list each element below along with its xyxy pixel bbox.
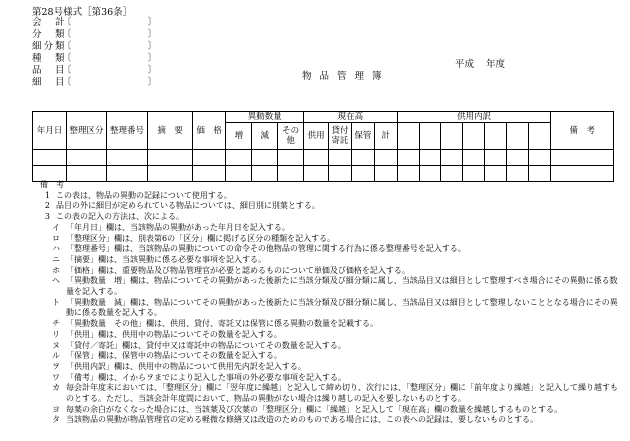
col-summary: 摘 要 xyxy=(148,112,193,150)
cell[interactable] xyxy=(506,150,528,166)
field-label: 品 目 xyxy=(32,65,67,76)
account-field xyxy=(32,17,158,29)
usage-cell xyxy=(506,123,528,150)
note-key: ハ xyxy=(52,244,60,254)
note-item xyxy=(32,201,622,212)
note-item xyxy=(32,191,622,202)
note-item xyxy=(32,255,622,266)
note-text: 「備考」欄は、イからヲまでにより記入した事項の外必要な事項を記入する。 xyxy=(66,372,346,382)
ledger-table xyxy=(32,111,614,182)
note-key: タ xyxy=(52,415,60,425)
col-price: 価 格 xyxy=(193,112,226,150)
usage-cell xyxy=(397,123,419,150)
note-key: リ xyxy=(52,329,60,339)
header-row-1 xyxy=(33,112,614,123)
cell[interactable] xyxy=(304,150,329,166)
cell[interactable] xyxy=(252,150,278,166)
note-item xyxy=(32,234,622,245)
note-item xyxy=(32,319,622,330)
note-item xyxy=(32,330,622,341)
col-increase: 増 xyxy=(226,123,252,150)
note-key: ヲ xyxy=(52,361,60,371)
col-remarks: 備 考 xyxy=(551,112,614,150)
col-category-no: 整理区分 xyxy=(67,112,106,150)
note-item xyxy=(32,298,622,319)
note-text: 「供用内訳」欄は、供用中の物品について供用先内訳を記入する。 xyxy=(66,361,306,371)
note-key: ヌ xyxy=(52,340,60,350)
note-key: ロ xyxy=(52,233,60,243)
item-field xyxy=(32,65,158,77)
note-item xyxy=(32,362,622,373)
cell[interactable] xyxy=(463,150,485,166)
note-key: ト xyxy=(52,297,60,307)
cell[interactable] xyxy=(67,150,106,166)
note-key: チ xyxy=(52,319,60,329)
cell[interactable] xyxy=(148,150,193,166)
note-key: 3 xyxy=(44,212,50,222)
cell[interactable] xyxy=(484,150,506,166)
year-label: 年度 xyxy=(486,59,506,70)
note-text: 「価格」欄は、重要物品及び物品管理官が必要と認めるものについて単価及び価格を記入する。 xyxy=(66,265,410,275)
note-text: 当該物品の異動が物品管理官の定める軽微な修繕又は改造のためのものである場合には、この表への記録は、要しないものとする。 xyxy=(66,415,538,425)
field-bracket[interactable]: 〔 〕 xyxy=(62,17,158,28)
usage-cell xyxy=(528,123,551,150)
col-usage-detail: 供用内訳 xyxy=(397,112,551,123)
col-storage: 保管 xyxy=(351,123,374,150)
cell[interactable] xyxy=(106,150,148,166)
cell[interactable] xyxy=(397,150,419,166)
note-text: 「異動数量 減」欄は、物品についてその異動があった後新たに当該分類及び細分類に属し、当該品目又は細目として整理しないこととなる場合にその異動に係る数量を記入する。 xyxy=(66,297,618,318)
note-item xyxy=(32,351,622,362)
field-bracket[interactable]: 〔 〕 xyxy=(62,53,158,64)
field-label: 分 類 xyxy=(32,29,67,40)
note-text: この表は、物品の異動の記録について使用する。 xyxy=(56,190,232,200)
note-text: 「摘要」欄は、当該異動に係る必要な事項を記入する。 xyxy=(66,254,266,264)
note-item xyxy=(32,415,622,426)
subcategory-field xyxy=(32,41,158,53)
field-label: 会 計 xyxy=(32,17,67,28)
loan-label: 貸付 xyxy=(331,126,349,136)
cell[interactable] xyxy=(329,150,352,166)
type-field xyxy=(32,53,158,65)
note-key: ニ xyxy=(52,254,60,264)
note-item xyxy=(32,405,622,416)
note-item xyxy=(32,373,622,384)
cell[interactable] xyxy=(374,150,397,166)
cell[interactable] xyxy=(419,150,441,166)
cell[interactable] xyxy=(33,150,67,166)
col-loan-deposit xyxy=(329,123,352,150)
note-item xyxy=(32,244,622,255)
note-text: 「整理区分」欄は、別表第6の「区分」欄に掲げる区分の種類を記入する。 xyxy=(66,233,336,243)
page-title: 物品管理簿 xyxy=(302,71,390,82)
era-label: 平成 xyxy=(455,59,475,70)
cell[interactable] xyxy=(551,150,614,166)
field-bracket[interactable]: 〔 〕 xyxy=(62,41,158,52)
note-text: 「年月日」欄は、当該物品の異動があった年月日を記入する。 xyxy=(66,222,290,232)
usage-cell xyxy=(419,123,441,150)
cell[interactable] xyxy=(441,150,463,166)
field-bracket[interactable]: 〔 〕 xyxy=(62,29,158,40)
deposit-label: 寄託 xyxy=(331,136,349,146)
note-text: 毎葉の余白がなくなった場合には、当該葉及び次葉の「整理区分」欄に「繰越」と記入して「現在高」欄の数量を繰越しするものとする。 xyxy=(66,404,562,414)
notes-title: 備考 xyxy=(40,180,72,189)
notes-list xyxy=(32,191,622,426)
col-decrease: 減 xyxy=(252,123,278,150)
cell[interactable] xyxy=(278,150,304,166)
note-text: 毎会計年度末においては、「整理区分」欄に「翌年度に繰越」と記入して締め切り、次行には、「整理区分」欄に「前年度より繰越」と記入して繰り越すものとする。ただし、当該会計年度間において、物品の異動がない場合は繰り越しの記入を要しないものとする。 xyxy=(66,383,618,404)
usage-cell xyxy=(441,123,463,150)
field-bracket[interactable]: 〔 〕 xyxy=(62,65,158,76)
note-item xyxy=(32,266,622,277)
note-item xyxy=(32,341,622,352)
note-text: この表の記入の方法は、次による。 xyxy=(56,212,184,222)
note-key: ヘ xyxy=(52,276,60,286)
note-text: 「貸付／寄託」欄は、貸付中又は寄託中の物品についてその数量を記入する。 xyxy=(66,340,346,350)
classification-header xyxy=(32,17,158,89)
cell[interactable] xyxy=(226,150,252,166)
notes-section xyxy=(32,180,622,426)
note-key: 2 xyxy=(44,201,50,211)
table-row xyxy=(33,150,614,166)
note-key: ホ xyxy=(52,265,60,275)
note-text: 「整理番号」欄は、当該物品の異動についての命令その他物品の管理に関する行為に係る整理番号を記入する。 xyxy=(66,244,466,254)
note-item xyxy=(32,383,622,404)
col-change-qty: 異動数量 xyxy=(226,112,304,123)
usage-cell xyxy=(484,123,506,150)
note-text: 「保管」欄は、保管中の物品についてその数量を記入する。 xyxy=(66,351,282,361)
form-number: 第28号様式［第36条］ xyxy=(32,7,133,18)
note-text: 「供用」欄は、供用中の物品についてその数量を記入する。 xyxy=(66,329,282,339)
category-field xyxy=(32,29,158,41)
fiscal-year xyxy=(455,56,505,70)
note-key: ル xyxy=(52,351,60,361)
col-total: 計 xyxy=(374,123,397,150)
note-text: 品目の外に細目が定められている物品については、細目別に別葉とする。 xyxy=(56,201,320,211)
note-item xyxy=(32,212,622,223)
cell[interactable] xyxy=(193,150,226,166)
note-item xyxy=(32,276,622,297)
field-label: 種 類 xyxy=(32,53,67,64)
note-key: 1 xyxy=(44,190,50,200)
col-in-use: 供用 xyxy=(304,123,329,150)
col-date: 年月日 xyxy=(33,112,67,150)
col-serial-no: 整理番号 xyxy=(106,112,148,150)
field-label: 細分類 xyxy=(32,41,67,52)
cell[interactable] xyxy=(528,150,551,166)
usage-cell xyxy=(463,123,485,150)
subitem-field xyxy=(32,77,158,89)
note-text: 「異動数量 増」欄は、物品についてその異動があった後新たに当該分類及び細分類に属し、当該品目又は細目として整理すべき場合にその異動に係る数量を記入する。 xyxy=(66,276,618,297)
col-current: 現在高 xyxy=(304,112,398,123)
note-key: ワ xyxy=(52,372,60,382)
col-other: その他 xyxy=(278,123,304,150)
cell[interactable] xyxy=(351,150,374,166)
note-key: ヨ xyxy=(52,404,60,414)
note-text: 「異動数量 その他」欄は、供用、貸付、寄託又は保管に係る異動の数量を記載する。 xyxy=(66,319,378,329)
field-label: 細 目 xyxy=(32,77,67,88)
field-bracket[interactable]: 〔 〕 xyxy=(62,77,158,88)
note-item xyxy=(32,223,622,234)
note-key: イ xyxy=(52,222,60,232)
note-key: カ xyxy=(52,383,60,393)
